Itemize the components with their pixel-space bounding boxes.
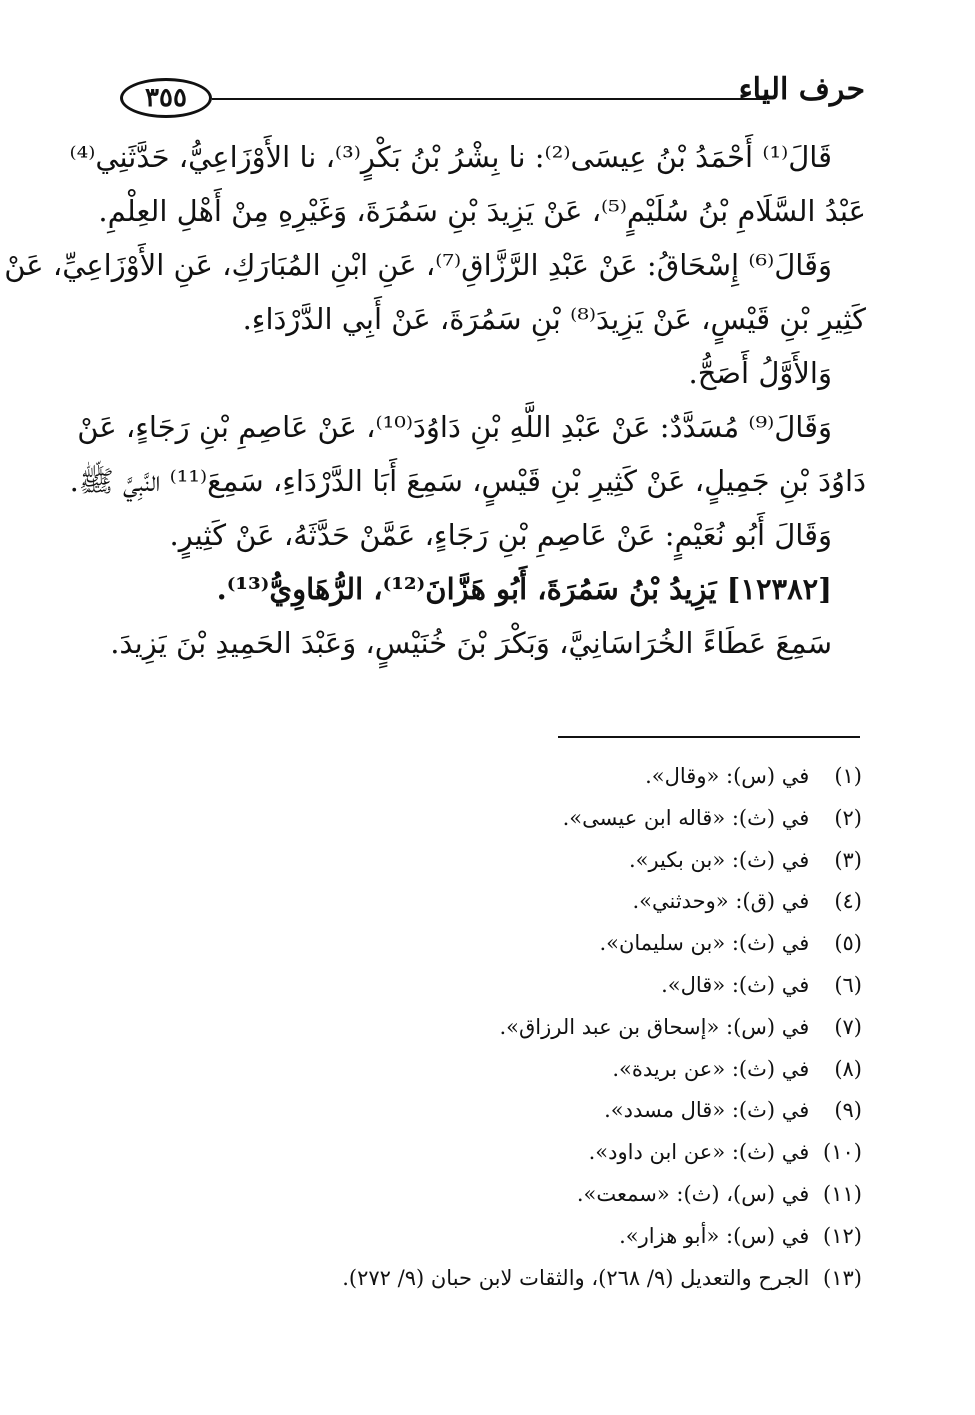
footnote-text: في (ث): «بن سليمان».: [599, 931, 810, 956]
text-line: دَاوُدَ بْنِ جَمِيلٍ، عَنْ كَثِيرِ بْنِ قَيْسٍ، سَمِعَ أَبَا الدَّرْدَاءِ، سَمِعَ⁽¹¹⁾ النَّبِيَّ ﷺ.: [69, 464, 866, 498]
footnote: [280, 1007, 862, 1049]
footnote-text: في (ث): «عن بريدة».: [612, 1056, 810, 1081]
footnote: [280, 1049, 862, 1091]
footnote: [280, 1216, 862, 1258]
footnote-text: في (س): «إسحاق بن عبد الرزاق».: [499, 1014, 810, 1039]
footnote-number: (٥): [834, 931, 862, 956]
main-text: [4, 130, 866, 670]
footnote: [280, 881, 862, 923]
entry-heading: [١٢٣٨٢] يَزِيدُ بْنُ سَمُرَةَ، أَبُو هَزَّانَ⁽¹²⁾، الرُّهَاوِيُّ⁽¹³⁾.: [216, 572, 832, 606]
footnote-text: الجرح والتعديل (٩/ ٢٦٨)، والثقات لابن حبان (٩/ ٢٧٢).: [342, 1265, 810, 1290]
footnote-number: (٨): [834, 1056, 862, 1081]
footnote: [280, 965, 862, 1007]
footnote-number: (٢): [834, 805, 862, 830]
footnote-separator: [558, 736, 860, 738]
text-line: وَقَالَ⁽⁹⁾ مُسَدَّدٌ: عَنْ عَبْدِ اللَّهِ بْنِ دَاوُدَ⁽¹⁰⁾، عَنْ عَاصِمِ بْنِ رَجَاءٍ، عَنْ: [77, 410, 832, 444]
footnote-text: في (ث): «بن بكير».: [628, 847, 810, 872]
chapter-title: حرف الياء: [738, 72, 865, 107]
footnote: [280, 840, 862, 882]
footnote-number: (١٠): [823, 1140, 862, 1165]
text-line: عَبْدُ السَّلَامِ بْنُ سُلَيْمٍ⁽⁵⁾، عَنْ يَزِيدَ بْنِ سَمُرَةَ، وَغَيْرِهِ مِنْ أَهْلِ العِلْمِ.: [98, 194, 866, 228]
footnote-number: (٣): [834, 847, 862, 872]
footnote-number: (١٢): [823, 1223, 862, 1248]
footnote: [280, 1090, 862, 1132]
footnote-text: في (ق): «وحدثني».: [632, 889, 810, 914]
text-line: قَالَ⁽¹⁾ أَحْمَدُ بْنُ عِيسَى⁽²⁾: نا بِشْرُ بْنُ بَكْرٍ⁽³⁾، نا الأَوْزَاعِيُّ، حَدَّثَنِي⁽⁴⁾: [69, 140, 832, 174]
text-line: وَقَالَ⁽⁶⁾ إِسْحَاقُ: عَنْ عَبْدِ الرَّزَّاقِ⁽⁷⁾، عَنِ ابْنِ المُبَارَكِ، عَنِ الأَوْزَاعِيِّ، عَنْ: [4, 248, 832, 282]
footnotes: [280, 756, 862, 1299]
footnote-text: في (ث): «قال مسدد».: [604, 1098, 810, 1123]
footnote-number: (٤): [834, 889, 862, 914]
text-line: وَالأَوَّلُ أَصَحُّ.: [688, 356, 832, 390]
header-rule: [212, 98, 767, 100]
text-line: كَثِيرِ بْنِ قَيْسٍ، عَنْ يَزِيدَ⁽⁸⁾ بْنِ سَمُرَةَ، عَنْ أَبِي الدَّرْدَاءِ.: [242, 302, 866, 336]
page-header: [120, 72, 865, 132]
footnote-number: (٦): [834, 972, 862, 997]
footnote-text: في (ث): «قاله ابن عيسى».: [562, 805, 810, 830]
footnote-number: (١١): [823, 1181, 862, 1206]
footnote-number: (١٣): [823, 1265, 862, 1290]
text-line: سَمِعَ عَطَاءً الخُرَاسَانِيَّ، وَبَكْرَ بْنَ خُنَيْسٍ، وَعَبْدَ الحَمِيدِ بْنَ يَزِيدَ.: [110, 626, 832, 660]
footnote: [280, 1258, 862, 1300]
page-number: ٣٥٥: [120, 78, 212, 118]
footnote-text: في (س): «وقال».: [645, 764, 810, 788]
footnote: [280, 923, 862, 965]
text-line: وَقَالَ أَبُو نُعَيْمٍ: عَنْ عَاصِمِ بْنِ رَجَاءٍ، عَمَّنْ حَدَّثَهُ، عَنْ كَثِيرٍ.: [169, 518, 832, 552]
footnote-number: (١): [834, 764, 862, 788]
footnote: [280, 798, 862, 840]
footnote-number: (٩): [834, 1098, 862, 1123]
footnote-text: في (ث): «قال».: [661, 972, 810, 997]
footnote: [280, 756, 862, 798]
footnote-text: في (س): «أبو هزار».: [619, 1223, 810, 1248]
footnote-text: في (س)، (ث): «سمعت».: [576, 1181, 810, 1206]
footnote: [280, 1174, 862, 1216]
footnote-text: في (ث): «عن ابن داود».: [588, 1140, 810, 1165]
footnote: [280, 1132, 862, 1174]
footnote-number: (٧): [834, 1014, 862, 1039]
